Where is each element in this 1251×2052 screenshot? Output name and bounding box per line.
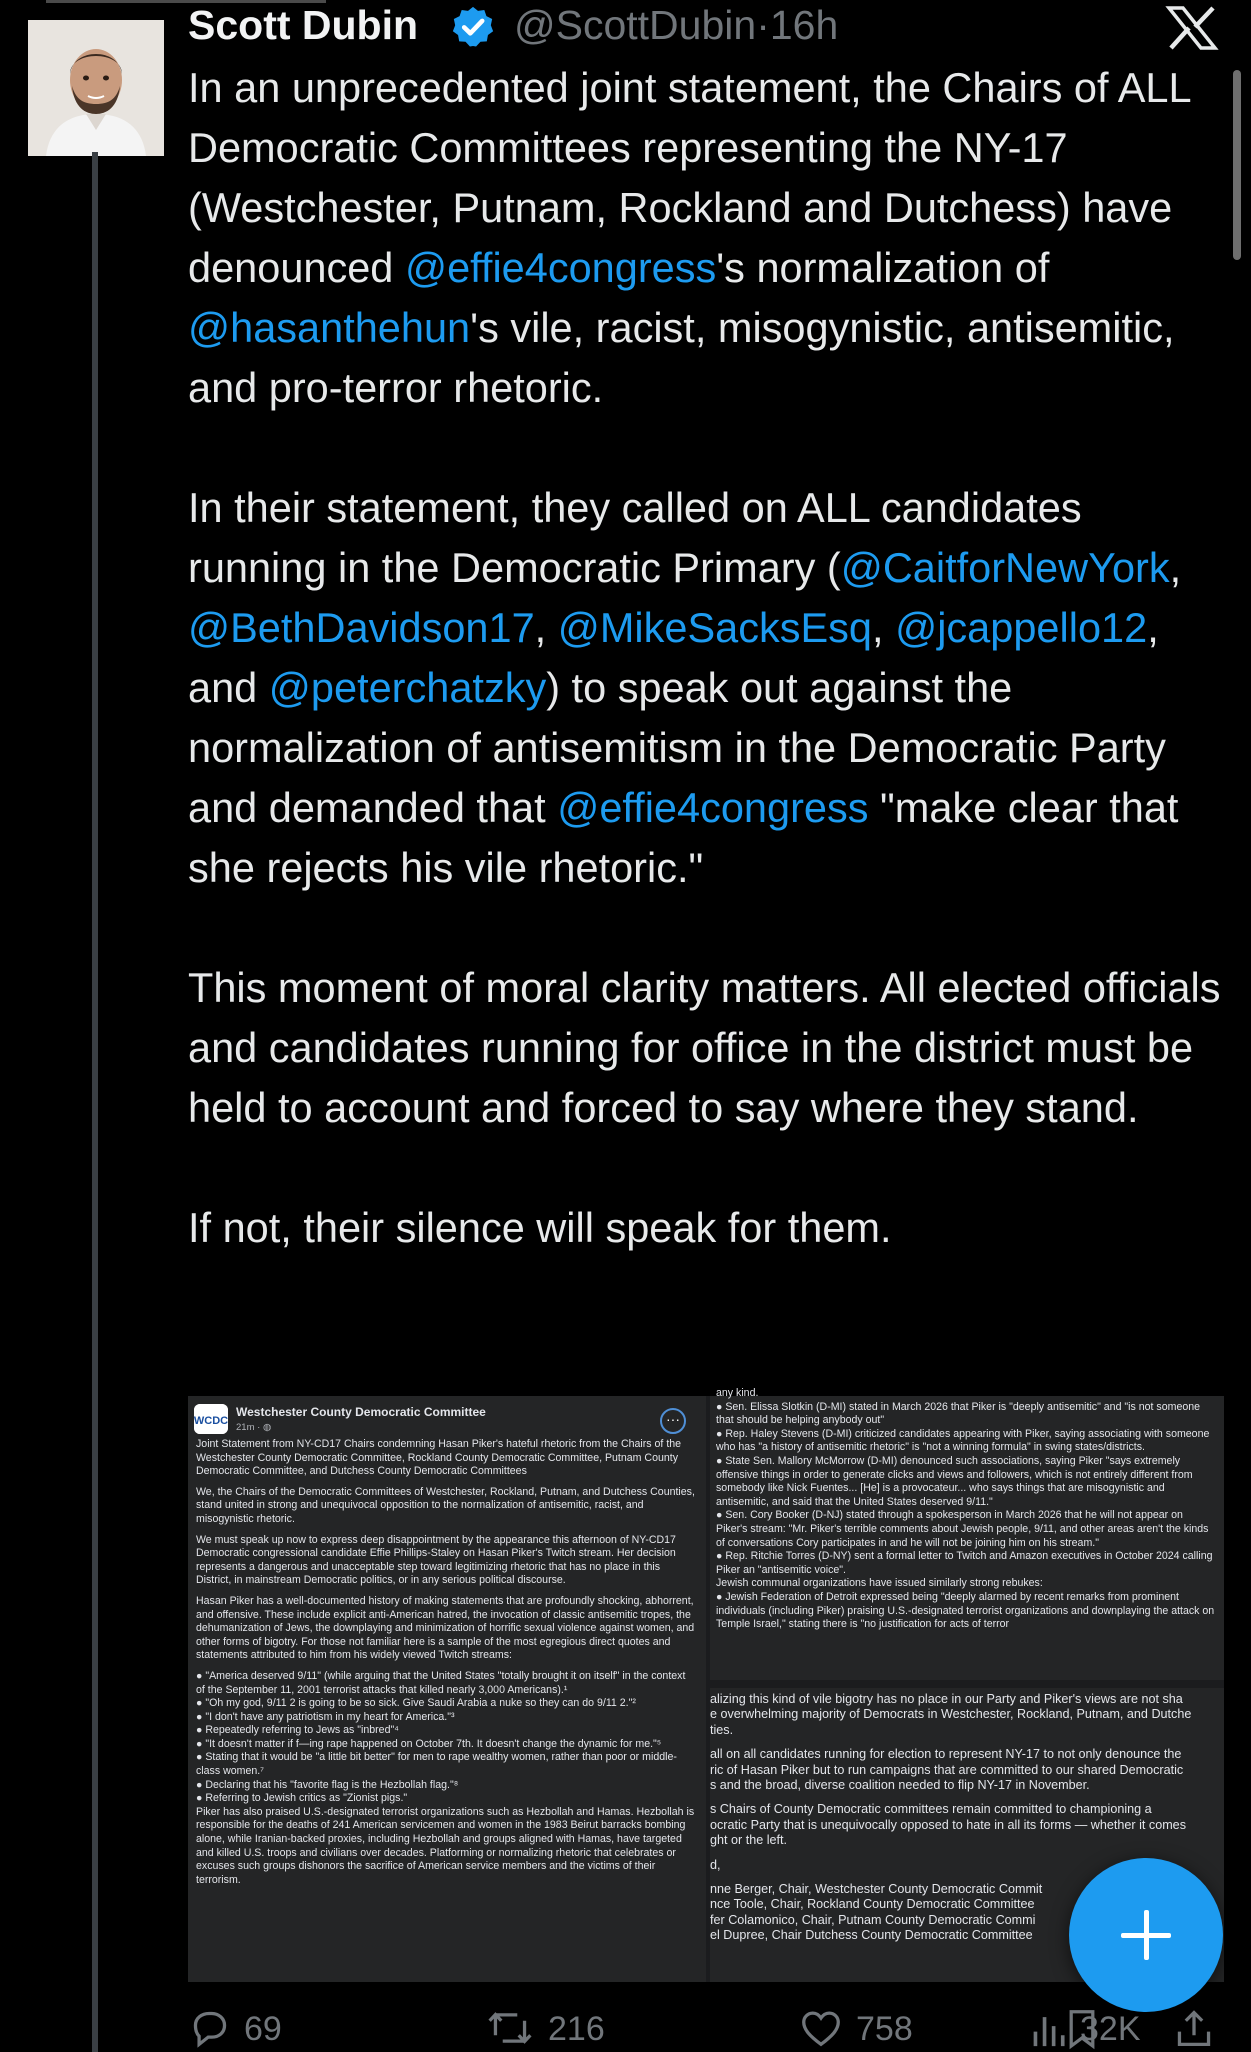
statement-paragraph: We must speak up now to express deep disappointment by the appearance this afternoon of NY-CD17 Democratic congressional candidate Effie Phillips-Staley on Hasan Piker's Twitch stream. Her decision represents a dangerous and unacceptable step toward legitimizing rhetoric that has no place in this District, in mainstream Democratic politics, or in any serious political discourse. <box>196 1533 676 1587</box>
statement-line: alizing this kind of vile bigotry has no place in our Party and Piker's views are not sha <box>710 1692 1183 1706</box>
statement-line: ght or the left. <box>710 1833 788 1848</box>
statement-line: ties. <box>710 1722 734 1737</box>
tweet-text-run: , and <box>188 604 1159 711</box>
statement-bullet: ● Sen. Cory Booker (D-NJ) stated through a spokesperson in March 2026 that he will not appear on Piker's stream: "Mr. Piker's terrible comments about Jewish people, 9/11, and other areas aren't the kinds of conversations Cory participates in and he will not be joining him on his stream." <box>716 1509 1209 1549</box>
statement-bullet: ● Rep. Haley Stevens (D-MI) criticized candidates appearing with Piker, saying associating with someone who has "a history of antisemitic rhetoric" is "not a winning formula" in swing states/districts. <box>716 1427 1210 1454</box>
signatory: nce Toole, Chair, Rockland County Democratic Committee <box>710 1897 1035 1912</box>
author-avatar[interactable] <box>28 20 164 156</box>
statement-bullet: ● Referring to Jewish critics as "Zionist pigs." <box>196 1792 408 1805</box>
reply-icon <box>188 2008 232 2048</box>
statement-paragraph <box>710 1692 1224 1738</box>
tweet-paragraph <box>188 478 1228 898</box>
signatory: nne Berger, Chair, Westchester County Democratic Commit <box>710 1882 1043 1897</box>
statement-line: Jewish communal organizations have issued similarly strong rebukes: <box>716 1577 1043 1590</box>
post-time[interactable]: 16h <box>769 2 839 48</box>
views-count: 32K <box>1080 2010 1141 2048</box>
mention-link[interactable]: @effie4congress <box>557 784 869 831</box>
mention-link[interactable]: @CaitforNewYork <box>840 544 1170 591</box>
scrollbar-thumb[interactable] <box>1233 70 1241 260</box>
tweet-text-run: 's vile, racist, misogynistic, antisemitic, and pro-terror rhetoric. <box>188 304 1175 411</box>
author-handle[interactable] <box>514 2 838 49</box>
statement-paragraph <box>710 1747 1224 1793</box>
avatar-photo-icon <box>28 20 164 156</box>
bookmark-button[interactable] <box>1064 2004 1104 2048</box>
statement-signoff: d, <box>710 1857 721 1872</box>
statement-line: ocratic Party that is unequivocally opposed to hate in all its forms — whether it comes <box>710 1817 1186 1832</box>
statement-paragraph: Hasan Piker has a well-documented history of making statements that are profoundly shocking, abhorrent, and offensive. These include explicit anti-American hatred, the invocation of classic antisemitic tropes, the dehumanization of Jews, the downplaying and minimization of horrific sexual violence against women, and other forms of bigotry. For those not familiar here is a sample of the most egregious direct quotes and statements attributed to him from his widely viewed Twitch streams: <box>196 1594 695 1662</box>
time-separator: · <box>756 2 770 48</box>
tweet-text-run: , <box>534 604 558 651</box>
statement-bullet: ● Declaring that his "favorite flag is the Hezbollah flag."⁸ <box>196 1778 459 1791</box>
reply-count: 69 <box>244 2010 282 2048</box>
svg-text:WCDC: WCDC <box>193 1415 229 1427</box>
thread-line <box>92 152 98 2052</box>
mention-link[interactable]: @effie4congress <box>404 244 717 291</box>
statement-bullet: ● "I don't have any patriotism in my heart for America."³ <box>196 1710 455 1723</box>
statement-bullet: ● "Oh my god, 9/11 2 is going to be so sick. Give Saudi Arabia a nuke so they can do 9/11 2."² <box>196 1697 636 1710</box>
signatory: el Dupree, Chair Dutchess County Democratic Committee <box>710 1928 1033 1943</box>
tweet-text <box>188 58 1228 1258</box>
facebook-post-header <box>194 1404 700 1434</box>
media-left-panel[interactable] <box>188 1396 706 1982</box>
share-button[interactable] <box>1174 2004 1218 2048</box>
tweet-text-run: "make clear that she rejects his vile rhetoric." <box>188 784 1179 891</box>
facebook-post-body <box>196 1438 696 1894</box>
wcdc-logo-icon <box>194 1404 228 1434</box>
statement-bullet: ● "America deserved 9/11" (while arguing that the United States "totally brought it on itself" in the context of the September 11, 2001 terrorist attacks that killed nearly 3,000 Americans).¹ <box>196 1669 686 1696</box>
statement-bullet: ● Sen. Elissa Slotkin (D-MI) stated in March 2026 that Piker is "deeply antisemitic" and "is not someone that should be helping anybody out" <box>716 1400 1201 1427</box>
mention-link[interactable]: @peterchatzky <box>268 664 547 711</box>
more-options-icon: ··· <box>660 1408 686 1434</box>
tweet-text-run: 's normalization of <box>716 244 1050 291</box>
facebook-page-name: Westchester County Democratic Committee <box>236 1405 486 1419</box>
share-icon <box>1174 2008 1214 2048</box>
repost-count: 216 <box>548 2010 605 2048</box>
tweet-paragraph: This moment of moral clarity matters. All elected officials and candidates running for office in the district must be held to account and forced to say where they stand. <box>188 964 1221 1131</box>
bookmark-icon <box>1064 2008 1100 2048</box>
mention-link[interactable]: @jcappello12 <box>895 604 1148 651</box>
tweet-action-bar <box>188 2004 1228 2048</box>
repost-icon <box>486 2008 534 2048</box>
media-right-top <box>716 1387 1216 1678</box>
statement-paragraph: We, the Chairs of the Democratic Committees of Westchester, Rockland, Putnam, and Dutchess Counties, stand united in strong and unequivocal opposition to the normalization of antisemitic, racist, and misogynistic rhetoric. <box>196 1485 695 1525</box>
x-logo-icon[interactable] <box>1166 6 1218 50</box>
attached-screenshot[interactable] <box>188 1387 1224 1982</box>
plus-icon-stem <box>1144 1910 1149 1960</box>
statement-bullet: ● Rep. Ritchie Torres (D-NY) sent a formal letter to Twitch and Amazon executives in October 2024 calling Piker an "antisemitic voice". <box>716 1550 1213 1576</box>
tweet-text-run: In an unprecedented joint statement, the Chairs of ALL Democratic Committees representing the NY-17 (Westchester, Putnam, Rockland and Dutchess) have denounced <box>188 64 1191 291</box>
statement-paragraph <box>710 1802 1224 1848</box>
tweet-text-run: , <box>872 604 896 651</box>
globe-icon: ◍ <box>262 1422 272 1433</box>
tweet-text-run: In their statement, they called on ALL candidates running in the Democratic Primary ( <box>188 484 1082 591</box>
like-count: 758 <box>856 2010 913 2048</box>
statement-line: s Chairs of County Democratic committees remain committed to championing a <box>710 1802 1152 1817</box>
tweet-paragraph: If not, their silence will speak for them. <box>188 1204 892 1251</box>
handle-text[interactable]: @ScottDubin <box>514 2 757 48</box>
author-name[interactable]: Scott Dubin <box>188 2 419 48</box>
signatory: fer Colamonico, Chair, Putnam County Democratic Commi <box>710 1912 1036 1927</box>
statement-bullet: ● "It doesn't matter if f—ing rape happened on October 7th. It doesn't change the dynamic for me."⁵ <box>196 1737 662 1750</box>
statement-bullet: ● Stating that it would be "a little bit better" for men to rape wealthy women, rather than poor or middle-class women.⁷ <box>196 1751 677 1778</box>
post-age: 21m · <box>236 1422 263 1433</box>
statement-paragraph: Joint Statement from NY-CD17 Chairs condemning Hasan Piker's hateful rhetoric from the Chairs of the Westchester County Democratic Committee, Rockland County Democratic Committee, Putnam County Democratic Committee, and Dutchess County Democratic Committees <box>196 1438 682 1478</box>
compose-post-button[interactable] <box>1069 1858 1223 2012</box>
statement-bullet: ● Repeatedly referring to Jews as "inbred"⁴ <box>196 1724 399 1737</box>
statement-line: s and the broad, diverse coalition needed to flip NY-17 in November. <box>710 1778 1090 1793</box>
statement-bullet: ● Jewish Federation of Detroit expressed being "deeply alarmed by recent remarks from prominent individuals (including Piker) praising U.S.-designated terrorist organizations and downplaying the attack on Temple Israel," stating there is "no justification for acts of terror <box>716 1590 1215 1631</box>
statement-line: all on all candidates running for election to represent NY-17 to not only denounce the <box>710 1747 1182 1762</box>
statement-paragraph: Piker has also praised U.S.-designated terrorist organizations such as Hezbollah and Hamas. Hezbollah is responsible for the deaths of 241 American servicemen and women in the 1983 Beirut barracks bombing alone, while Iranian-backed proxies, including Hezbollah and groups aligned with Hamas, have targeted and killed U.S. troops and civilians over decades. Platforming or normalizing rhetoric that celebrates or excuses such groups dishonors the sacrifice of American service members and the victims of their terrorism. <box>196 1805 695 1886</box>
statement-bullet: ● State Sen. Mallory McMorrow (D-MI) denounced such associations, saying Piker "says extremely offensive things in order to generate clicks and views and followers, which is not entirely different from somebody like Nick Fuentes... [He] is a provocateur... who says things that are misogynistic and antisemitic, and said that the United States deserved 9/11." <box>716 1454 1193 1508</box>
statement-line: ric of Hasan Piker but to run campaigns that are committed to our shared Democratic <box>710 1762 1184 1777</box>
tweet-text-run: ) to speak out against the normalization of antisemitism in the Democratic Party and demanded that <box>188 664 1166 831</box>
statement-line: e overwhelming majority of Democrats in Westchester, Rockland, Putnam, and Dutche <box>710 1707 1192 1722</box>
facebook-post-meta <box>236 1421 271 1435</box>
heart-icon <box>798 2008 844 2048</box>
tweet-text-run: , <box>1169 544 1182 591</box>
statement-line: any kind. <box>716 1387 759 1399</box>
mention-link[interactable]: @hasanthehun <box>188 304 471 351</box>
media-divider <box>710 1680 1224 1688</box>
mention-link[interactable]: @BethDavidson17 <box>188 604 535 651</box>
mention-link[interactable]: @MikeSacksEsq <box>557 604 873 651</box>
verified-badge-icon <box>450 4 496 50</box>
tweet-paragraph <box>188 58 1228 418</box>
